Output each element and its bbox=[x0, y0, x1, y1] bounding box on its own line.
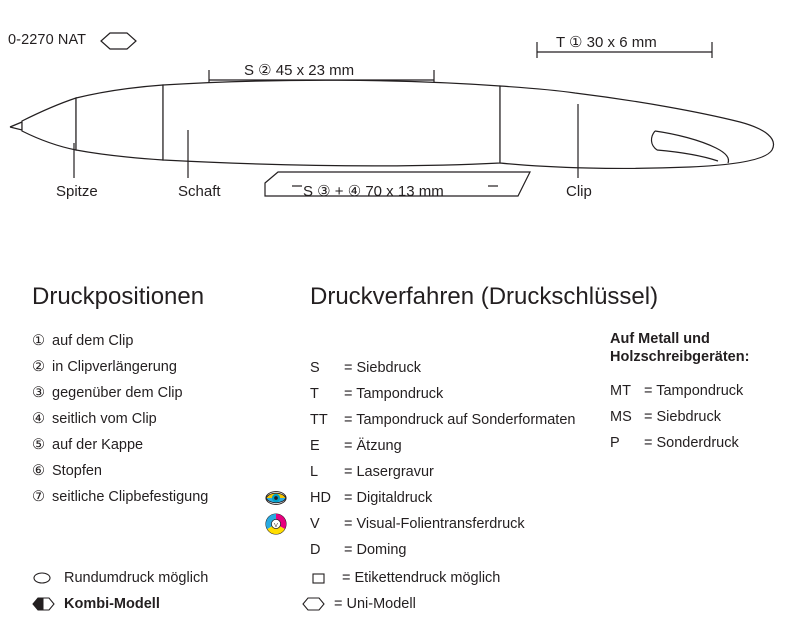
position-label: in Clipverlängerung bbox=[52, 359, 177, 375]
method-abbr: HD bbox=[310, 490, 331, 506]
ellipse-outline-icon bbox=[32, 570, 58, 586]
list-item bbox=[32, 406, 208, 432]
legend-kombi-modell bbox=[32, 596, 160, 612]
dimension-label-s2: S ② 45 x 23 mm bbox=[244, 62, 355, 79]
metal-section-title bbox=[610, 330, 749, 366]
method-desc: = Visual-Folientransferdruck bbox=[344, 516, 525, 532]
position-number: ④ bbox=[32, 411, 45, 427]
method-desc: = Lasergravur bbox=[344, 464, 434, 480]
list-item bbox=[310, 459, 575, 485]
method-desc: = Doming bbox=[344, 542, 407, 558]
position-label: gegenüber dem Clip bbox=[52, 385, 183, 401]
legend-label: = Etikettendruck möglich bbox=[342, 570, 501, 586]
dimension-label-t1: T ① 30 x 6 mm bbox=[556, 34, 657, 51]
position-label: auf der Kappe bbox=[52, 437, 144, 453]
dimension-label-s34: S ③ + ④ 70 x 13 mm bbox=[303, 183, 444, 200]
legend-rundumdruck bbox=[32, 570, 208, 586]
hexagon-outline-icon bbox=[302, 596, 328, 612]
metal-method-abbr: P bbox=[610, 435, 620, 451]
print-positions-title: Druckpositionen bbox=[32, 283, 205, 310]
list-item bbox=[310, 433, 575, 459]
method-abbr: S bbox=[310, 360, 320, 376]
metal-method-desc: = Siebdruck bbox=[644, 409, 721, 425]
position-label: seitlich vom Clip bbox=[52, 411, 157, 427]
position-number: ② bbox=[32, 359, 45, 375]
list-item bbox=[610, 404, 743, 430]
metal-method-desc: = Tampondruck bbox=[644, 383, 744, 399]
method-desc: = Digitaldruck bbox=[344, 490, 433, 506]
callout-label-schaft: Schaft bbox=[178, 183, 221, 200]
list-item bbox=[32, 380, 208, 406]
callout-label-spitze: Spitze bbox=[56, 183, 98, 200]
pen-outline bbox=[10, 80, 774, 168]
legend-label: Kombi-Modell bbox=[64, 596, 160, 612]
list-item bbox=[32, 432, 208, 458]
list-item bbox=[32, 328, 208, 354]
position-label: Stopfen bbox=[52, 463, 102, 479]
position-number: ⑤ bbox=[32, 437, 45, 453]
product-code: 0-2270 NAT bbox=[8, 32, 87, 48]
list-item bbox=[32, 354, 208, 380]
position-number: ⑦ bbox=[32, 489, 45, 505]
square-outline-icon bbox=[310, 570, 336, 586]
position-number: ⑥ bbox=[32, 463, 45, 479]
legend-label: Rundumdruck möglich bbox=[64, 570, 209, 586]
list-item bbox=[610, 430, 743, 456]
method-desc: = Siebdruck bbox=[344, 360, 421, 376]
pen-diagram bbox=[0, 0, 800, 240]
metal-method-abbr: MS bbox=[610, 409, 632, 425]
list-item bbox=[610, 378, 743, 404]
metal-method-desc: = Sonderdruck bbox=[644, 435, 739, 451]
position-label: auf dem Clip bbox=[52, 333, 134, 349]
list-item bbox=[310, 355, 575, 381]
metal-title-line2: Holzschreibgeräten: bbox=[610, 349, 750, 365]
hexagon-half-filled-icon bbox=[32, 596, 58, 612]
method-desc: = Tampondruck auf Sonderformaten bbox=[344, 412, 576, 428]
position-number: ③ bbox=[32, 385, 45, 401]
cmyk-circle-icon bbox=[265, 513, 287, 535]
list-item bbox=[274, 511, 575, 537]
legend-label: = Uni-Modell bbox=[334, 596, 416, 612]
svg-text:V: V bbox=[274, 522, 278, 529]
callout-label-clip: Clip bbox=[566, 183, 592, 200]
print-methods-title: Druckverfahren (Druckschlüssel) bbox=[310, 283, 659, 310]
method-abbr: T bbox=[310, 386, 319, 402]
method-desc: = Ätzung bbox=[344, 438, 402, 454]
method-abbr: V bbox=[310, 516, 320, 532]
list-item bbox=[32, 484, 208, 510]
method-abbr: E bbox=[310, 438, 320, 454]
list-item bbox=[310, 537, 575, 563]
list-item bbox=[310, 485, 575, 511]
position-number: ① bbox=[32, 333, 45, 349]
legend-uni-modell bbox=[302, 596, 416, 612]
legend-etikettendruck bbox=[310, 570, 500, 586]
eye-icon bbox=[265, 487, 287, 509]
metal-methods-list bbox=[610, 378, 743, 456]
metal-method-abbr: MT bbox=[610, 383, 631, 399]
list-item bbox=[310, 407, 575, 433]
print-positions-list bbox=[32, 328, 208, 510]
method-abbr: L bbox=[310, 464, 319, 480]
method-desc: = Tampondruck bbox=[344, 386, 444, 402]
position-label: seitliche Clipbefestigung bbox=[52, 489, 209, 505]
code-hexagon-icon bbox=[101, 33, 136, 49]
list-item bbox=[310, 381, 575, 407]
list-item bbox=[32, 458, 208, 484]
method-abbr: TT bbox=[310, 412, 328, 428]
print-methods-list bbox=[274, 355, 576, 563]
method-abbr: D bbox=[310, 542, 321, 558]
metal-title-line1: Auf Metall und bbox=[610, 331, 710, 347]
